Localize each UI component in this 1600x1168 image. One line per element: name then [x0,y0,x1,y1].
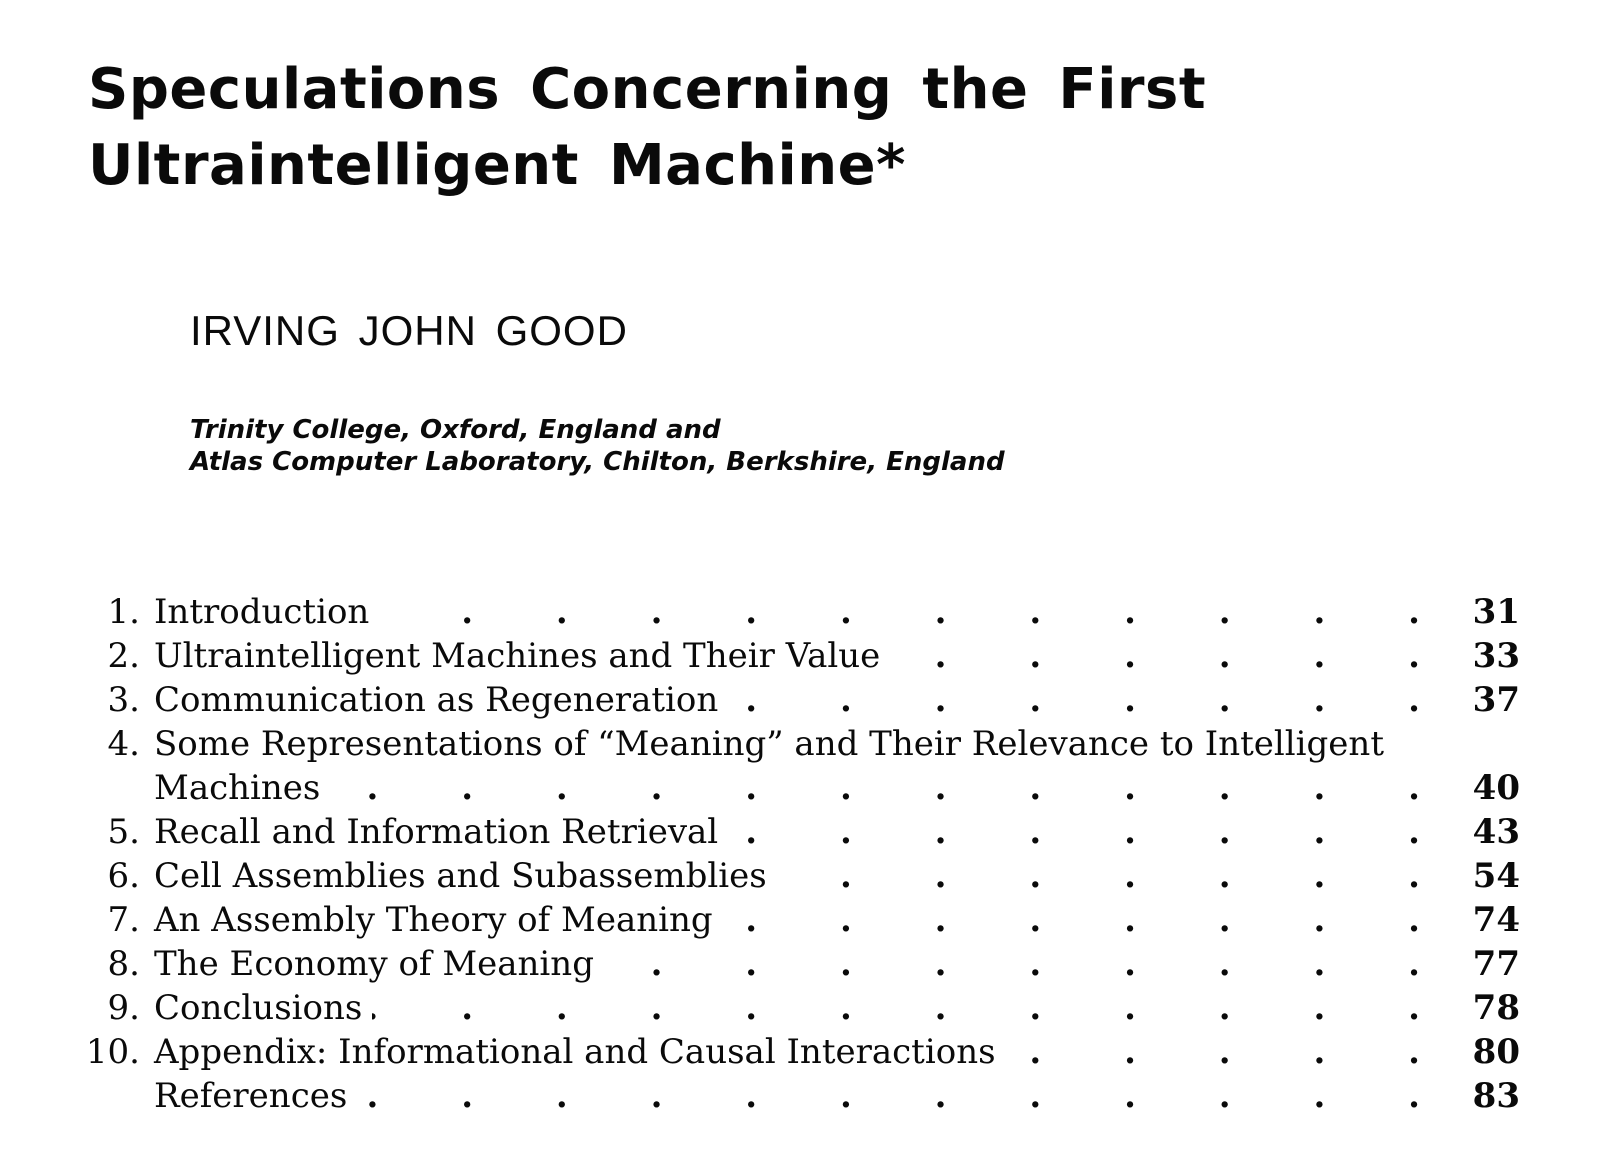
affiliation-line-1: Trinity College, Oxford, England and [190,415,721,445]
toc-label-wrapped [154,722,1514,810]
toc-number: 6. [107,856,140,896]
toc-label: Recall and Information Retrieval [154,810,728,854]
table-of-contents [70,590,1520,1118]
toc-label: An Assembly Theory of Meaning [154,898,723,942]
toc-entry[interactable] [70,898,1520,942]
toc-entry[interactable] [70,854,1520,898]
toc-label: The Economy of Meaning [154,942,604,986]
toc-page-number: 31 [1472,592,1520,632]
toc-label: Ultraintelligent Machines and Their Value [154,634,890,678]
author-affiliation [190,414,1005,478]
toc-number: 7. [107,900,140,940]
toc-page-number: 43 [1472,812,1520,852]
toc-number: 1. [107,592,140,632]
toc-page-number: 37 [1472,680,1520,720]
page-title [88,52,1206,204]
toc-number: 3. [107,680,140,720]
toc-label: Communication as Regeneration [154,678,728,722]
toc-page-number: 83 [1472,1076,1520,1116]
toc-label: References [154,1074,357,1118]
affiliation-line-2: Atlas Computer Laboratory, Chilton, Berkshire, England [190,447,1005,477]
toc-number: 8. [107,944,140,984]
toc-label: Some Representations of “Meaning” and Their Relevance to Intelligent Machines [154,724,1384,808]
toc-number: 9. [107,988,140,1028]
toc-page-number: 33 [1472,636,1520,676]
title-line-2: Ultraintelligent Machine* [88,133,906,198]
toc-entry[interactable] [70,1030,1520,1074]
toc-entry[interactable] [70,634,1520,678]
toc-entry[interactable] [70,1074,1520,1118]
toc-page-number: 77 [1472,944,1520,984]
toc-entry[interactable] [70,810,1520,854]
toc-page-number: 80 [1472,1032,1520,1072]
author-name: IRVING JOHN GOOD [190,307,628,354]
title-line-1: Speculations Concerning the First [88,57,1207,122]
toc-entry[interactable] [70,986,1520,1030]
toc-page-number: 78 [1472,988,1520,1028]
toc-page-number: 40 [1472,768,1520,808]
toc-label: Introduction [154,590,379,634]
toc-entry[interactable] [70,942,1520,986]
toc-entry[interactable] [70,678,1520,722]
toc-number: 4. [107,724,140,764]
toc-number: 2. [107,636,140,676]
toc-label: Cell Assemblies and Subassemblies [154,854,777,898]
toc-number: 5. [107,812,140,852]
toc-page-number: 54 [1472,856,1520,896]
toc-number: 10. [85,1032,140,1072]
toc-label: Conclusions [154,986,372,1030]
toc-label: Appendix: Informational and Causal Interactions [154,1030,1006,1074]
toc-entry[interactable] [70,590,1520,634]
toc-page-number: 74 [1472,900,1520,940]
toc-entry[interactable] [70,722,1520,810]
